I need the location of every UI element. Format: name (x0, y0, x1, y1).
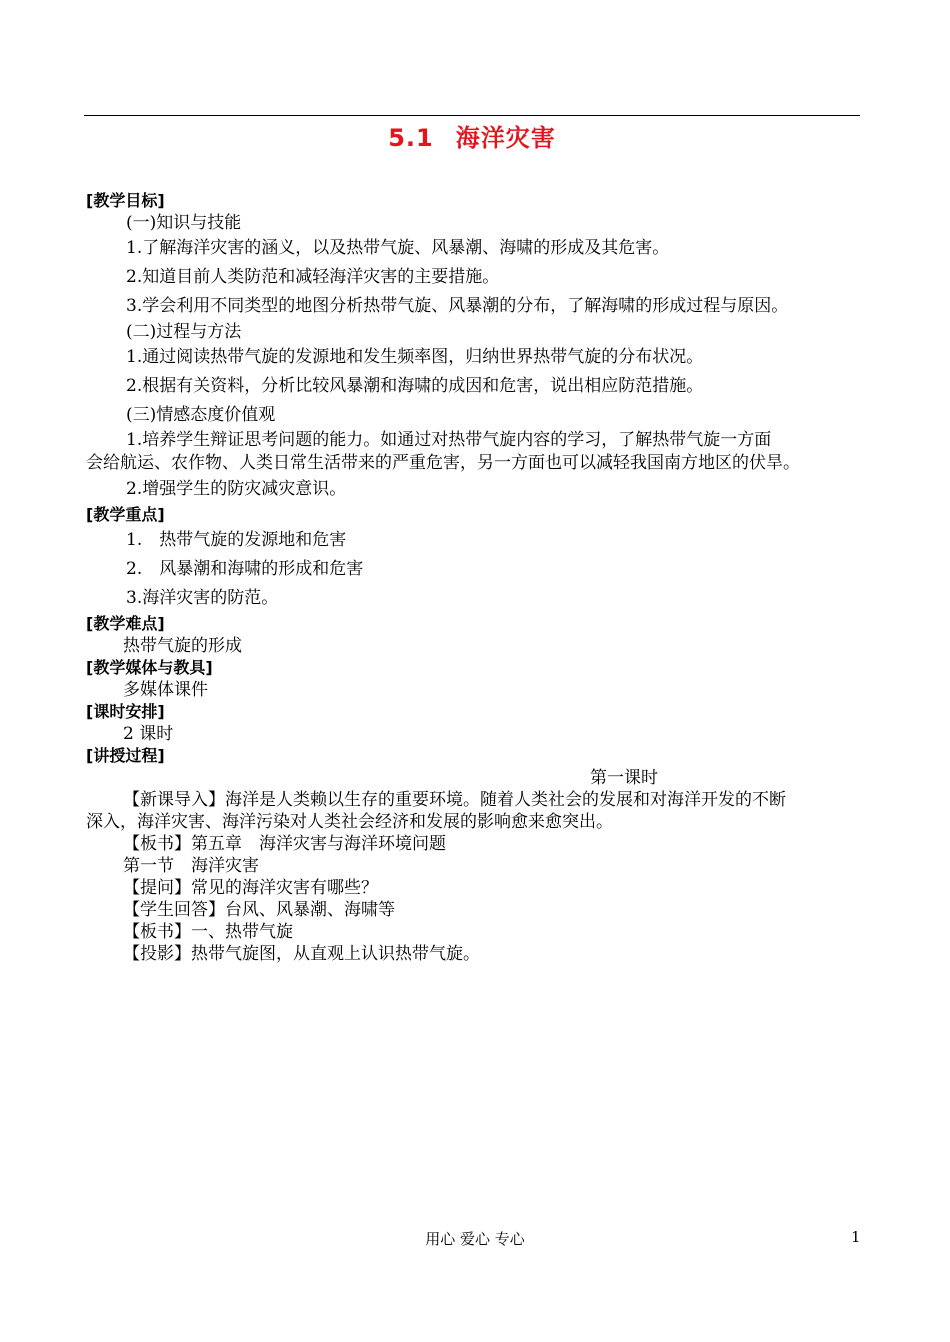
intro-line: 【新课导入】海洋是人类赖以生存的重要环境。随着人类社会的发展和对海洋开发的不断 (123, 790, 786, 810)
section-number: 5.1 (388, 124, 434, 152)
process-line: 【板书】一、热带气旋 (123, 922, 293, 942)
process-line: 【提问】常见的海洋灾害有哪些？ (123, 878, 378, 898)
schedule-heading: [课时安排] (86, 702, 165, 721)
difficulty-heading: [教学难点] (86, 614, 165, 633)
objective-item-cont: 会给航运、农作物、人类日常生活带来的严重危害，另一方面也可以减轻我国南方地区的伏旱。 (86, 453, 800, 473)
key-point-item: 3.海洋灾害的防范。 (126, 588, 279, 608)
objective-item: 1.了解海洋灾害的涵义，以及热带气旋、风暴潮、海啸的形成及其危害。 (126, 238, 670, 258)
objectives-s3-title: (三)情感态度价值观 (126, 405, 276, 425)
section-title: 海洋灾害 (455, 124, 556, 152)
objective-item: 1.通过阅读热带气旋的发源地和发生频率图，归纳世界热带气旋的分布状况。 (126, 347, 704, 367)
media-text: 多媒体课件 (123, 680, 208, 700)
objective-item: 1.培养学生辩证思考问题的能力。如通过对热带气旋内容的学习，了解热带气旋一方面 (126, 430, 772, 450)
objective-item: 3.学会利用不同类型的地图分析热带气旋、风暴潮的分布，了解海啸的形成过程与原因。 (126, 296, 789, 316)
process-line: 【板书】第五章 海洋灾害与海洋环境问题 (123, 834, 446, 854)
key-point-item: 2. 风暴潮和海啸的形成和危害 (126, 559, 364, 579)
objective-item: 2.知道目前人类防范和减轻海洋灾害的主要措施。 (126, 267, 500, 287)
objective-item: 2.根据有关资料，分析比较风暴潮和海啸的成因和危害，说出相应防范措施。 (126, 376, 704, 396)
page-footer (0, 1228, 950, 1250)
process-line: 第一节 海洋灾害 (123, 856, 259, 876)
footer-motto: 用心 爱心 专心 (425, 1230, 525, 1248)
objectives-heading: [教学目标] (86, 191, 165, 210)
document-body (86, 190, 862, 965)
lesson-title: 第一课时 (590, 768, 658, 788)
key-point-item: 1. 热带气旋的发源地和危害 (126, 530, 347, 550)
process-line: 【学生回答】台风、风暴潮、海啸等 (123, 900, 395, 920)
process-line: 【投影】热带气旋图，从直观上认识热带气旋。 (123, 944, 480, 964)
objectives-s2-title: (二)过程与方法 (126, 322, 242, 342)
schedule-text: 2 课时 (123, 724, 174, 744)
difficulty-text: 热带气旋的形成 (123, 636, 242, 656)
objective-item: 2.增强学生的防灾减灾意识。 (126, 479, 347, 499)
page-title (84, 118, 860, 153)
process-heading: [讲授过程] (86, 746, 165, 765)
header-rule (84, 115, 860, 116)
objectives-s1-title: (一)知识与技能 (126, 213, 242, 233)
page-number: 1 (851, 1228, 861, 1246)
media-heading: [教学媒体与教具] (86, 658, 213, 677)
key-points-heading: [教学重点] (86, 505, 165, 524)
intro-line-cont: 深入，海洋灾害、海洋污染对人类社会经济和发展的影响愈来愈突出。 (86, 812, 613, 832)
